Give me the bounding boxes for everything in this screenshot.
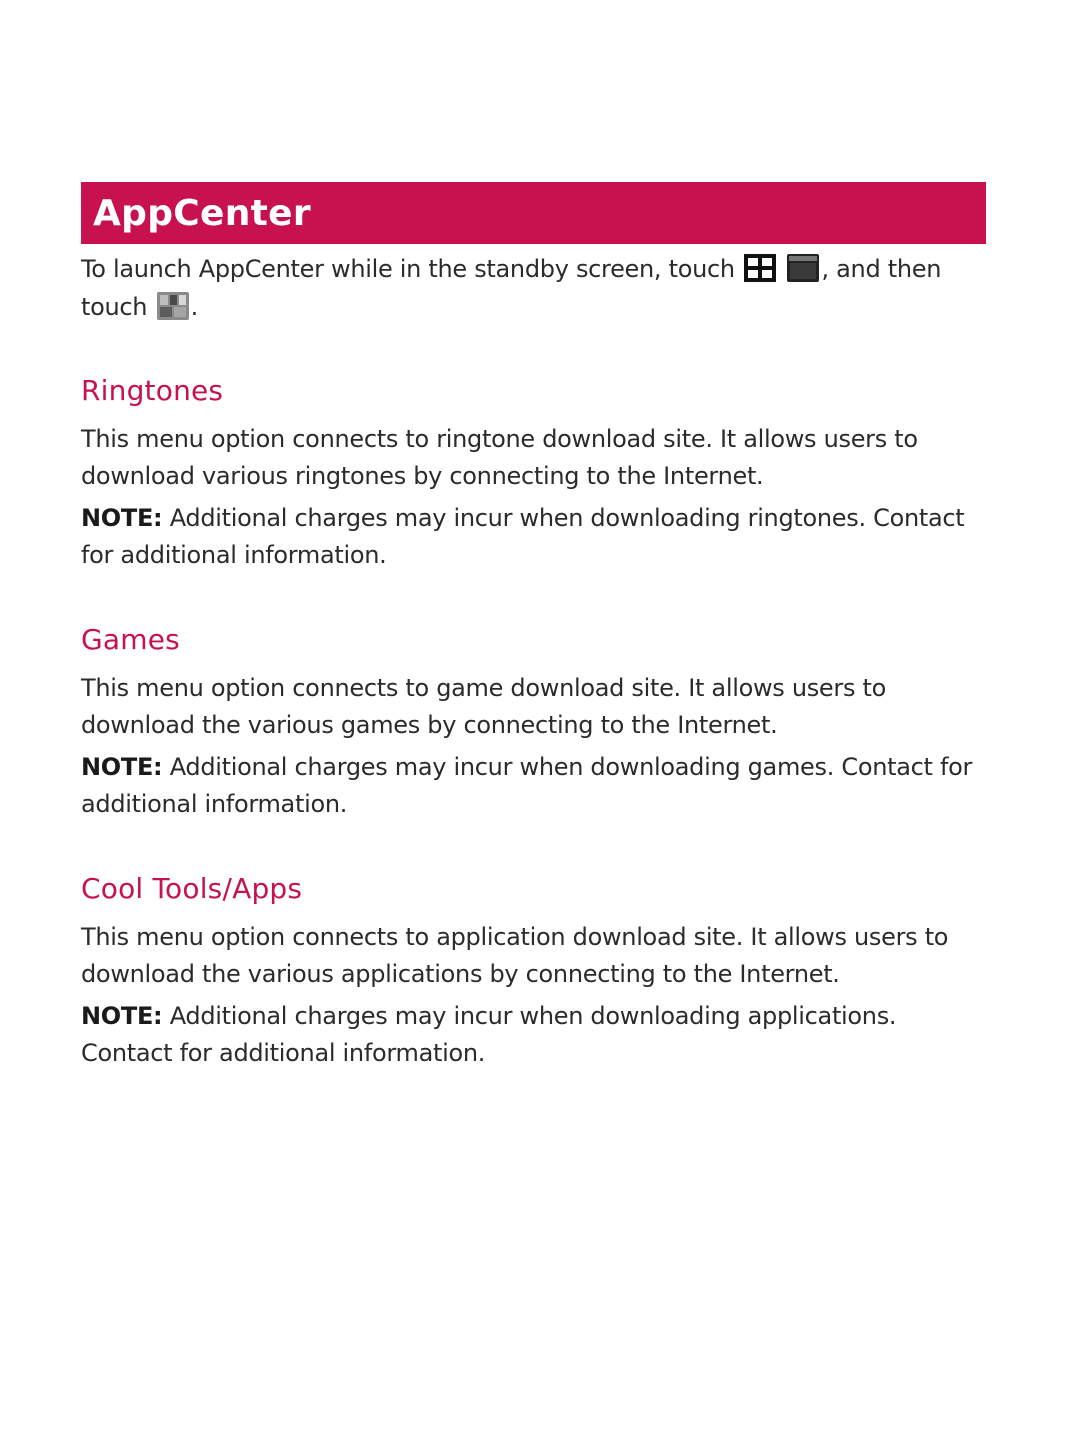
section-heading: Ringtones [81, 374, 224, 407]
window-icon [787, 254, 819, 282]
note-label: NOTE: [81, 1002, 163, 1030]
note-label: NOTE: [81, 753, 163, 781]
section-heading: Games [81, 623, 180, 656]
section-cool-tools-apps [81, 872, 986, 1072]
note-text: Additional charges may incur when downloading applications. Contact for additional information. [81, 1002, 897, 1067]
section-note [81, 998, 986, 1072]
section-heading: Cool Tools/Apps [81, 872, 303, 905]
section-body: This menu option connects to ringtone download site. It allows users to download various ringtones by connecting to the Internet. [81, 425, 918, 490]
page-title: AppCenter [93, 192, 311, 234]
intro-text-end: . [190, 293, 198, 321]
appcenter-icon [157, 292, 189, 320]
section-note [81, 749, 986, 823]
note-label: NOTE: [81, 504, 163, 532]
section-games [81, 623, 986, 823]
intro-text-after: , and then touch [81, 255, 942, 321]
menu-grid-icon [744, 254, 776, 282]
section-note [81, 500, 986, 574]
intro-text-before: To launch AppCenter while in the standby screen, touch [81, 255, 735, 283]
intro-paragraph [81, 250, 986, 326]
manual-page [81, 182, 986, 1072]
note-text: Additional charges may incur when downloading games. Contact for additional information. [81, 753, 973, 818]
note-text: Additional charges may incur when downloading ringtones. Contact for additional information. [81, 504, 965, 569]
section-body: This menu option connects to game download site. It allows users to download the various games by connecting to the Internet. [81, 674, 886, 739]
section-ringtones [81, 374, 986, 574]
section-body: This menu option connects to application download site. It allows users to download the various applications by connecting to the Internet. [81, 923, 949, 988]
section-title-bar [81, 182, 986, 244]
